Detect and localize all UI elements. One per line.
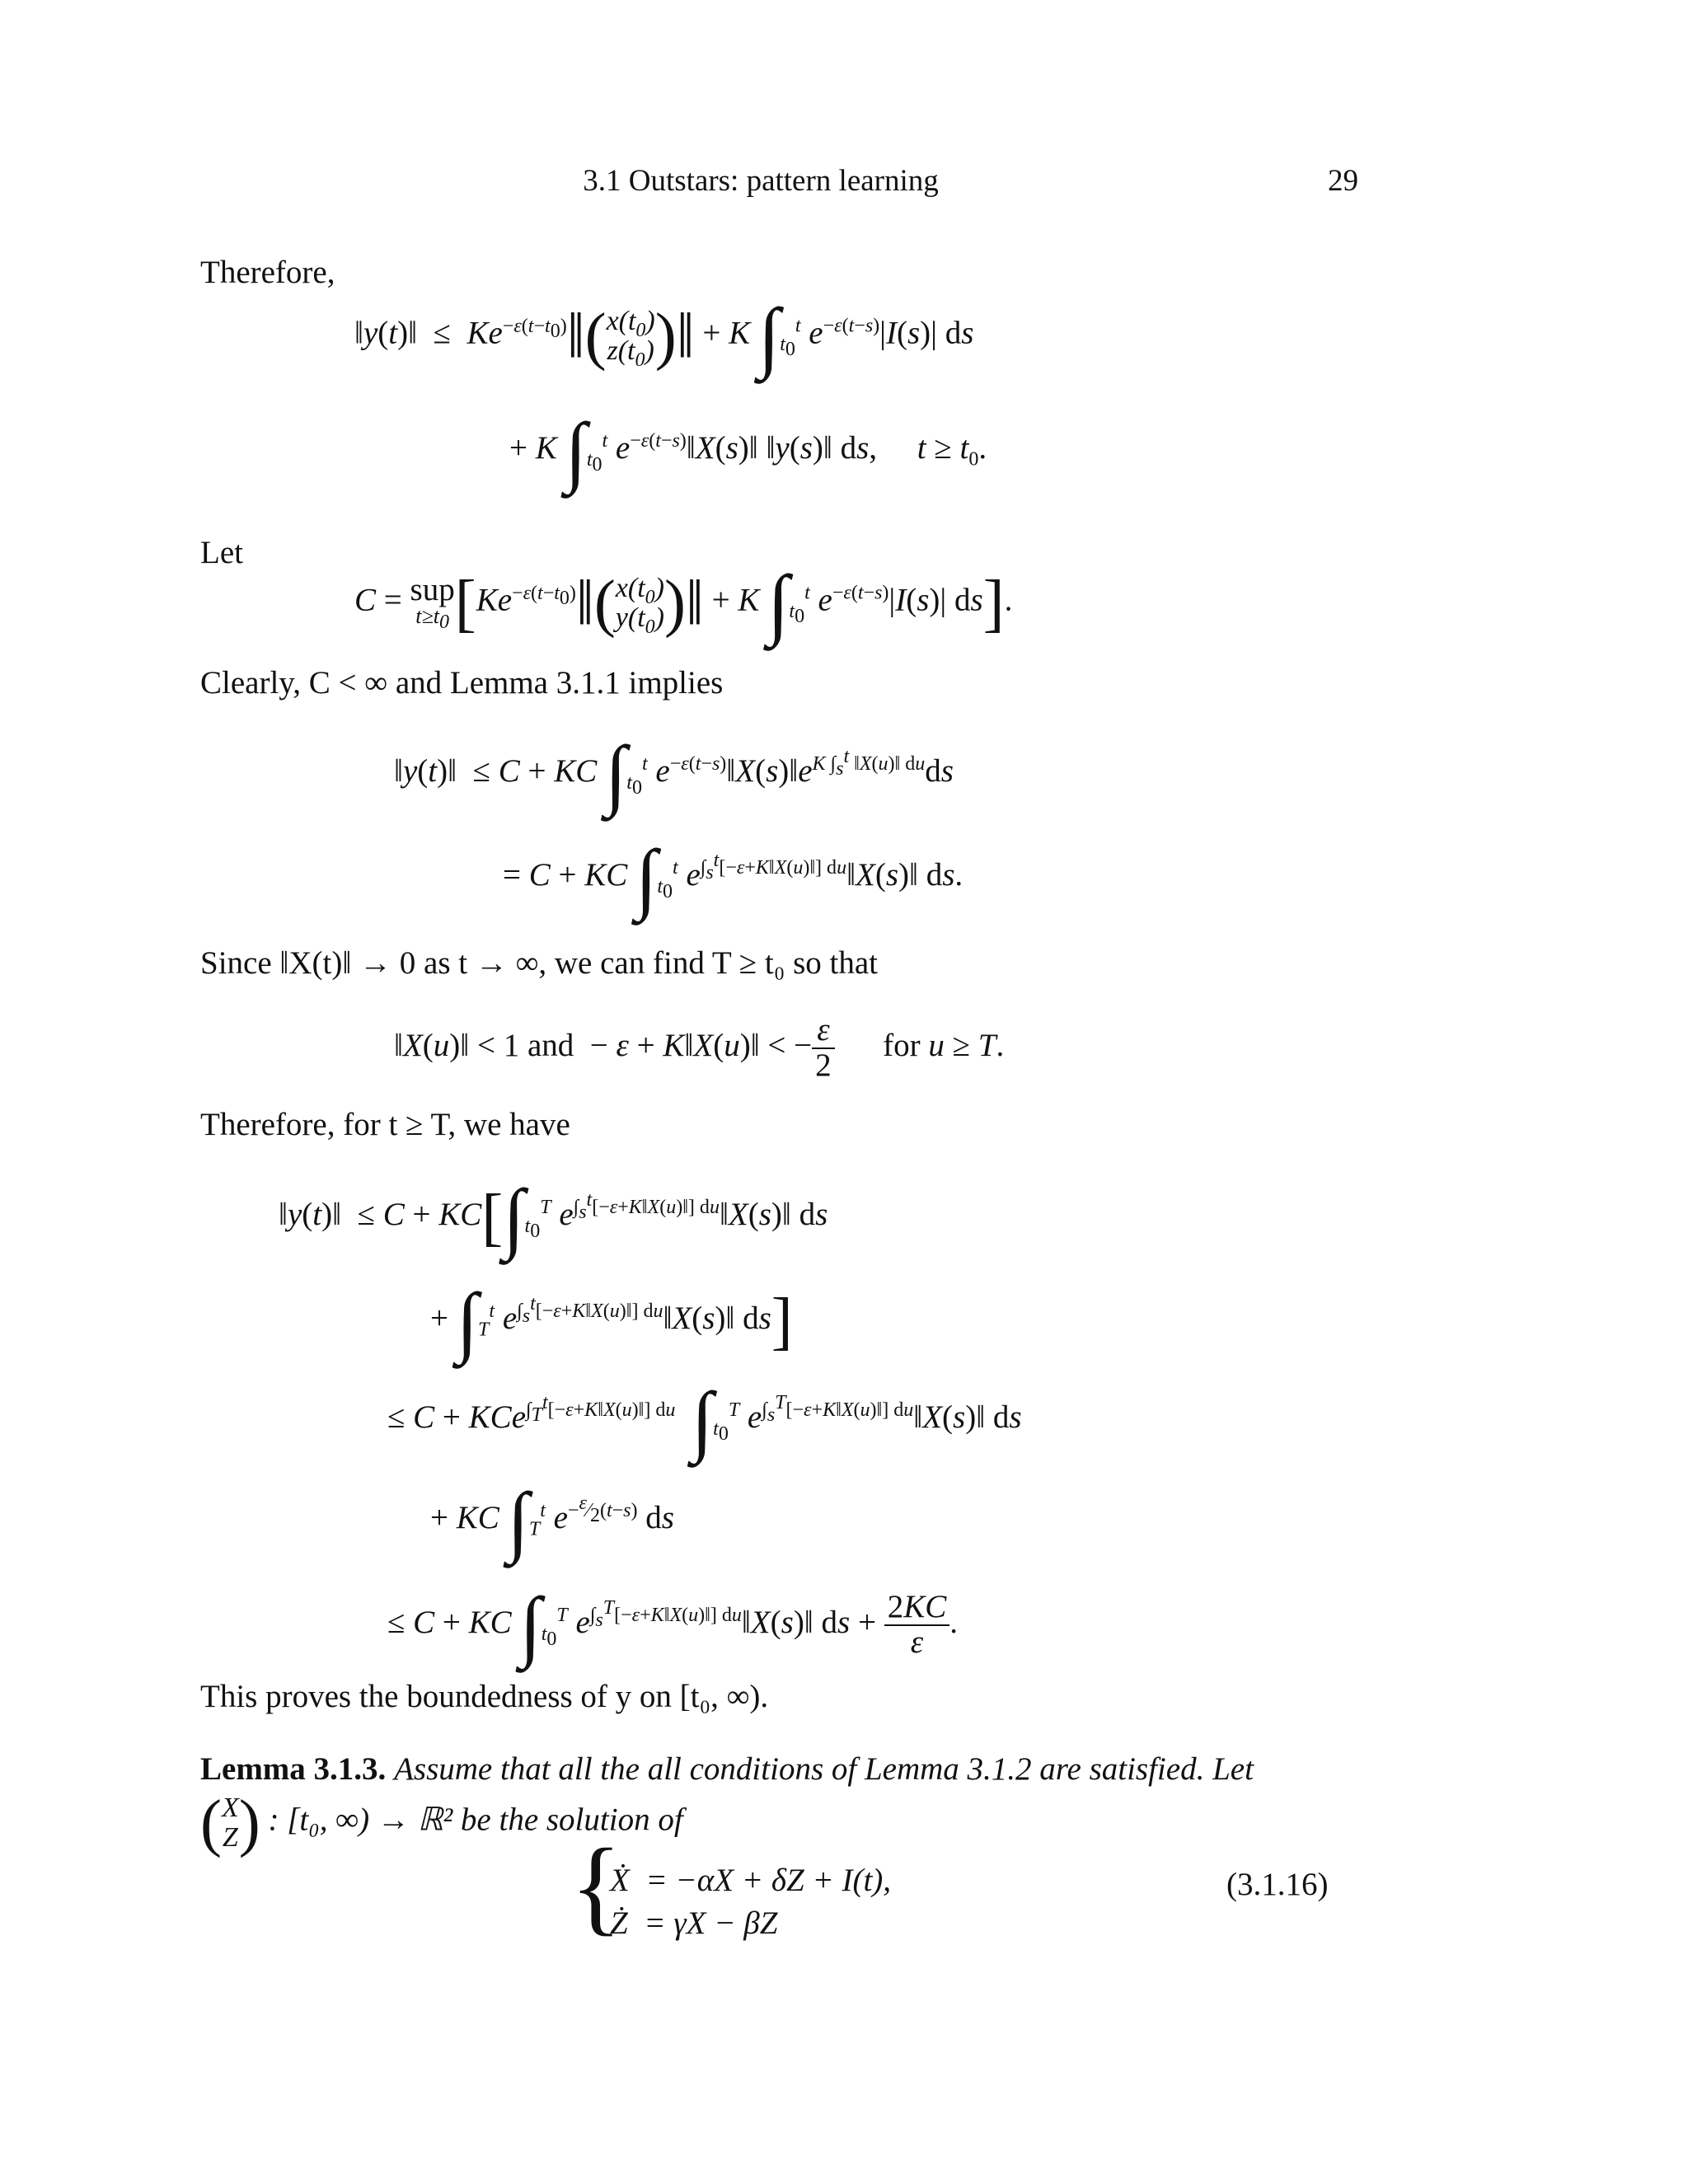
equation-line: + $\int_T^t$ $e^{\int_s^t[-\varepsilon+K‖X(u)‖] du}‖X(s)‖$ ds] <box>430 1277 793 1365</box>
equation-line: ≤ C + KC $\int_{t_0}^T$ $e^{\int_s^T[-\varepsilon+K‖X(u)‖] du}‖X(s)‖$ ds + $\frac{2KC}{\varepsilon}$ . <box>387 1581 958 1670</box>
equation-line: ≤ C + KCe$^{\int_T^t[-\varepsilon+K‖X(u)‖] du}$ $\int_{t_0}^T$ $e^{\int_s^T[-\varepsilon+K‖X(u)‖] du}‖X(s)‖$ ds <box>387 1376 1022 1464</box>
system-equation-1: Ẋ = −αX + δZ + I(t), <box>610 1863 892 1898</box>
equation-line: ‖X(u)‖ < 1 and − ε + K‖X(u)‖ < − $\frac{\varepsilon}{2}$ for u ≥ T. <box>394 1012 1005 1083</box>
paragraph-let: Let <box>200 535 243 570</box>
equation-line: ‖y(t)‖ ≤ $Ke^{-\varepsilon(t-t_0)}‖$( $x(t_0)$ $z(t_0)$ )‖ + K $\int_{t_0}^t$ $e^{-\varepsilon(t-s)}|I(s)|$ ds <box>354 291 974 380</box>
equation-line: + K $\int_{t_0}^t$ $e^{-\varepsilon(t-s)}‖X(s)‖$ ‖y(s)‖ ds, $t \ge t_0$. <box>509 406 987 494</box>
paragraph-since: Since ‖X(t)‖ → 0 as t → ∞, we can find T ≥ t₀ so that <box>200 945 878 981</box>
paragraph-proves: This proves the boundedness of y on [t₀, ∞). <box>200 1679 769 1714</box>
equation-line: C = sup $t\ge t_0$ [$Ke^{-\varepsilon(t-t_0)}‖$( $x(t_0)$ $y(t_0)$ )‖ + K $\int_{t_0}^t$ $e^{-\varepsilon(t-s)}|I(s)|$ ds]. <box>354 558 1013 647</box>
paragraph-therefore-for: Therefore, for t ≥ T, we have <box>200 1107 570 1142</box>
page-number: 29 <box>1328 164 1358 198</box>
system-equation-2: Ż = γX − βZ <box>610 1905 778 1941</box>
paragraph-clearly: Clearly, C < ∞ and Lemma 3.1.1 implies <box>200 665 724 701</box>
running-header-title: 3.1 Outstars: pattern learning <box>583 164 939 198</box>
system-brace: { <box>570 1827 622 1946</box>
paragraph-therefore: Therefore, <box>200 255 335 290</box>
lemma-statement <box>200 1750 1254 1789</box>
equation-line: ‖y(t)‖ ≤ $C + KC[\int_{t_0}^T$ $e^{\int_s^t[-\varepsilon+K‖X(u)‖] du}‖X(s)‖$ ds <box>279 1173 828 1261</box>
equation-line: = C + KC $\int_{t_0}^t$ $e^{\int_s^t[-\varepsilon+K‖X(u)‖] du}‖X(s)‖$ ds. <box>503 833 964 921</box>
lemma-text2: : [t₀, ∞) → ℝ² be the solution of <box>268 1802 683 1838</box>
equation-line: + KC $\int_T^t$ $e^{-^\varepsilon⁄_2(t-s)}$ ds <box>430 1476 674 1564</box>
lemma-text: Assume that all the all conditions of Lemma 3.1.2 are satisfied. Let <box>394 1751 1254 1787</box>
lemma-statement-line2: ( X Z ) : [t₀, ∞) → ℝ² be the solution of <box>200 1786 683 1858</box>
lemma-label: Lemma 3.1.3. <box>200 1751 387 1787</box>
equation-line: ‖y(t)‖ ≤ C + KC $\int_{t_0}^t$ $e^{-\varepsilon(t-s)}‖X(s)‖e^{K \int_s^t ‖X(u)‖ du}ds$ <box>394 729 954 818</box>
equation-number: (3.1.16) <box>1226 1867 1329 1902</box>
